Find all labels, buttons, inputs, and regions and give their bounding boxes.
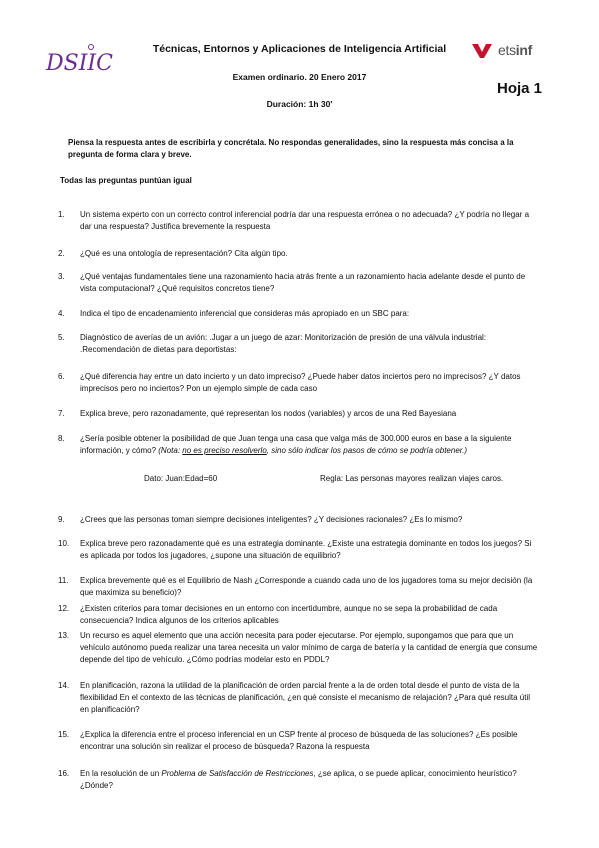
question-7: 7. Explica breve, pero razonadamente, qué representan los nodos (variables) y arcos de una Red Bayesiana — [58, 409, 457, 418]
question-12: 12. ¿Existen criterios para tomar decisiones en un entorno con incertidumbre, aunque no se sepa la probabilidad de cada consecuencia? Indica algunos de los criterios aplicables — [58, 604, 498, 625]
dsic-logo-text: DSIIC — [46, 51, 113, 76]
question-9: 9. ¿Crees que las personas toman siempre decisiones inteligentes? ¿Y decisiones racionales? ¿Es lo mismo? — [58, 515, 463, 524]
question-8: 8. ¿Sería posible obtener la posibilidad de que Juan tenga una casa que valga más de 300.000 euros en base a la siguiente información, y cómo? (Nota: no es preciso resolverlo, sino sólo indicar los pasos de cómo se podría obtener.) — [58, 434, 512, 455]
question-3: 3. ¿Qué ventajas fundamentales tiene una razonamiento hacia atrás frente a un razonamiento hacia adelante desde el punto de vista computacional? ¿Qué requisitos concretos tiene? — [58, 272, 526, 293]
course-title: Técnicas, Entornos y Aplicaciones de Inteligencia Artificial — [152, 43, 447, 55]
question-8-data: Dato: Juan:Edad=60 — [144, 474, 218, 483]
scoring-note: Todas las preguntas puntúan igual — [60, 176, 192, 185]
question-6: 6. ¿Qué diferencia hay entre un dato incierto y un dato impreciso? ¿Puede haber datos inciertos pero no imprecisos? ¿Y datos imprecisos pero no inciertos? Pon un ejemplo simple de cada caso — [58, 372, 521, 393]
sheet-number: Hoja 1 — [497, 80, 543, 97]
etsinf-logo — [472, 40, 532, 60]
question-13: 13. Un recurso es aquel elemento que una acción necesita para poder ejecutarse. Por ejemplo, supongamos que para que un vehículo autónomo pueda realizar una tarea necesita un valor mínimo de carga de batería y la cantidad de energía que consume depende del tipo de vehículo. ¿Cómo podrías modelar esto en PDDL? — [58, 631, 538, 664]
etsinf-logo-text: etsinf — [498, 42, 532, 58]
instructions: Piensa la respuesta antes de escribirla y concrétala. No respondas generalidades, sino la respuesta más concisa a la pregunta de forma clara y breve. — [68, 138, 514, 159]
question-1: 1. Un sistema experto con un correcto control inferencial podría dar una respuesta errónea o no adecuada? ¿Y podría no llegar a dar una respuesta? Justifica brevemente la respuesta — [58, 210, 530, 231]
exam-date: Examen ordinario. 20 Enero 2017 — [232, 72, 367, 82]
question-15: 15. ¿Explica la diferencia entre el proceso inferencial en un CSP frente al proceso de búsqueda de las soluciones? ¿Es posible encontrar una solución sin realizar el proceso de búsqueda? Razona la respuesta — [58, 730, 518, 751]
question-8-rule: Regla: Las personas mayores realizan viajes caros. — [320, 474, 504, 483]
question-16: 16. En la resolución de un Problema de Satisfacción de Restricciones, ¿se aplica, o se puede aplicar, conocimiento heurístico? ¿Dónde? — [58, 769, 517, 790]
question-5: 5. Diagnóstico de averías de un avión: .Jugar a un juego de azar: Monitorización de presión de una válvula industrial: .Recomendación de dietas para deportistas: — [58, 333, 487, 354]
question-4: 4. Indica el tipo de encadenamiento inferencial que consideras más apropiado en un SBC para: — [58, 309, 410, 318]
question-2: 2. ¿Qué es una ontología de representación? Cita algún tipo. — [58, 249, 288, 258]
exam-duration: Duración: 1h 30' — [266, 99, 333, 109]
question-10: 10. Explica breve pero razonadamente qué es una estrategia dominante. ¿Existe una estrategia dominante en todos los juegos? Si es aplicada por todos los jugadores, ¿supone una situación de equilibrio? — [58, 539, 532, 560]
question-11: 11. Explica brevemente qué es el Equilibrio de Nash ¿Corresponde a cuando cada uno de los jugadores toma su mejor decisión (la que maximiza su beneficio)? — [58, 576, 533, 597]
question-14: 14. En planificación, razona la utilidad de la planificación de orden parcial frente a la de orden total desde el punto de vista de la flexibilidad En el contexto de las técnicas de planificación, ¿en qué consiste el mecanismo de relajación? ¿Para qué resulta útil en planificación? — [58, 681, 531, 714]
etsinf-mark-icon — [472, 42, 496, 58]
